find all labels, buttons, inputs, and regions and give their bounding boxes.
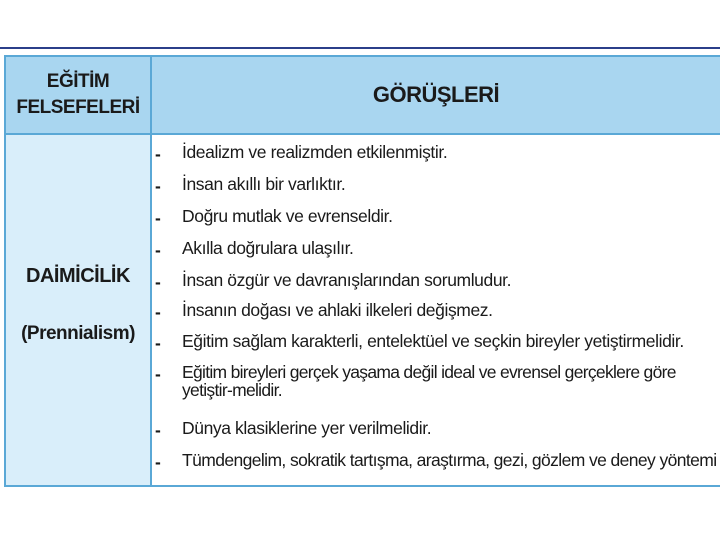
view-text: Dünya klasiklerine yer verilmelidir. [182, 418, 432, 438]
bullet-dash: - [155, 272, 161, 292]
bullet-dash: - [155, 176, 161, 196]
top-rule [0, 47, 720, 49]
philosophy-table [4, 55, 720, 487]
view-text: Doğru mutlak ve evrenseldir. [182, 206, 393, 226]
view-text: Tümdengelim, sokratik tartışma, araştırma, gezi, gözlem ve deney yöntemi [182, 450, 717, 470]
view-text: İnsan akıllı bir varlıktır. [182, 174, 346, 194]
bullet-dash: - [155, 144, 161, 164]
philosophy-alt-name: (Prennialism) [21, 323, 135, 344]
bullet-dash: - [155, 333, 161, 353]
bullet-dash: - [155, 302, 161, 322]
philosophy-cell [6, 135, 152, 485]
view-text: İdealizm ve realizmden etkilenmiştir. [182, 142, 448, 162]
view-text: Akılla doğrulara ulaşılır. [182, 238, 354, 258]
header-left-line1: EĞİTİM [46, 71, 110, 92]
view-text: Eğitim sağlam karakterli, entelektüel ve seçkin bireyler yetiştirmelidir. [182, 331, 684, 351]
bullet-dash: - [155, 240, 161, 260]
view-text: İnsan özgür ve davranışlarından sorumludur. [182, 270, 512, 290]
header-views: GÖRÜŞLERİ [372, 82, 500, 107]
view-text: İnsanın doğası ve ahlaki ilkeleri değişmez. [182, 300, 493, 320]
bullet-dash: - [155, 364, 161, 384]
bullet-dash: - [155, 208, 161, 228]
view-text: Eğitim bireyleri gerçek yaşama değil ideal ve evrensel gerçeklere göre yetiştir-melidir. [182, 362, 676, 400]
views-cell [152, 135, 720, 485]
bullet-dash: - [155, 420, 161, 440]
bullet-dash: - [155, 452, 161, 472]
header-left-line2: FELSEFELERİ [16, 97, 140, 118]
header-education-philosophies [6, 57, 152, 133]
table-header-row [6, 57, 720, 135]
philosophy-name: DAİMİCİLİK [26, 265, 130, 287]
